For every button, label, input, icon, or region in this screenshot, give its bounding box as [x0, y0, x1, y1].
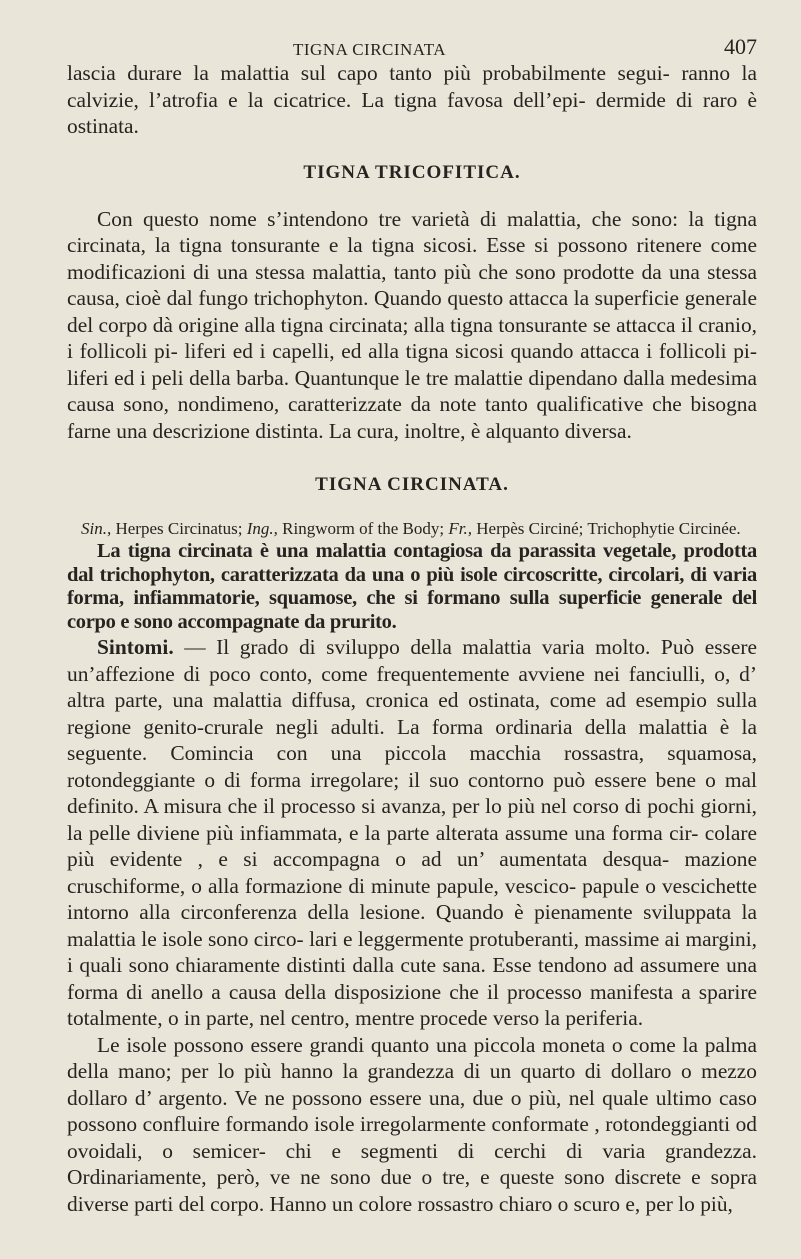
- ing-label: Ing.,: [246, 519, 278, 538]
- ing-text: Ringworm of the Body;: [277, 519, 449, 538]
- synonyms-line: [67, 518, 757, 540]
- fr-text: Herpès Circiné; Trichophytie Circinée.: [472, 519, 741, 538]
- section-heading-circinata: TIGNA CIRCINATA.: [315, 474, 509, 495]
- intro-paragraph: lascia durare la malattia sul capo tanto più probabilmente segui- ranno la calvizie, l’atrofia e la cicatrice. La tigna favosa dell’epi- dermide di raro è ostinata.: [67, 61, 757, 138]
- fr-label: Fr.,: [448, 519, 472, 538]
- symptoms-paragraph: [67, 634, 757, 1032]
- sin-label: Sin.,: [81, 519, 112, 538]
- sin-text: Herpes Circinatus;: [111, 519, 247, 538]
- tricofitica-paragraph: Con questo nome s’intendono tre varietà di malattia, che sono: la tigna circinata, la tigna tonsurante e la tigna sicosi. Esse si possono ritenere come modificazioni di una stessa malattia, tanto più che sono prodotte da una stessa causa, cioè dal fungo trichophyton. Quando questo attacca la superficie generale del corpo dà origine alla tigna circinata; alla tigna tonsurante se attacca il cranio, i follicoli pi- liferi ed i capelli, ed alla tigna sicosi quando attacca i follicoli pi- liferi ed i peli della barba. Quantunque le tre malattie dipendano dalla medesima causa sono, nondimeno, caratterizzate da note tanto qualificative che bisogna farne una descrizione distinta. La cura, inoltre, è alquanto diversa.: [67, 206, 757, 443]
- running-head: [67, 34, 757, 60]
- definition-paragraph: La tigna circinata è una malattia contagiosa da parassita vegetale, prodotta dal trichophyton, caratterizzata da una o più isole circoscritte, circolari, di varia forma, infiammatorie, squamose, che si formano sulla superficie generale del corpo e sono accompagnate da prurito.: [67, 540, 757, 633]
- symptoms-label: Sintomi.: [97, 635, 174, 659]
- section-heading-tricofitica: TIGNA TRICOFITICA.: [303, 161, 521, 183]
- islands-paragraph: Le isole possono essere grandi quanto una piccola moneta o come la palma della mano; per lo più hanno la grandezza di un quarto di dollaro o mezzo dollaro d’ argento. Ve ne possono essere una, due o più, nel quale ultimo caso possono confluire formando isole irregolarmente conformate , rotondeggianti od ovoidali, o semicer- chi e segmenti di cerchi di varia grandezza. Ordinariamente, però, ve ne sono due o tre, e queste sono discrete e sopra diverse parti del corpo. Hanno un colore rossastro chiaro o scuro e, per lo più,: [67, 1032, 757, 1216]
- running-title: TIGNA CIRCINATA: [293, 40, 446, 59]
- page-number: 407: [724, 34, 757, 59]
- symptoms-text: — Il grado di sviluppo della malattia varia molto. Può essere un’affezione di poco conto, come frequentemente avviene nei fanciulli, o, d’ altra parte, una malattia diffusa, cronica ed ostinata, come ad esempio sulla regione genito-crurale negli adulti. La forma ordinaria della malattia è la seguente. Comincia con una piccola macchia rossastra, squamosa, rotondeggiante o di forma irregolare; il suo contorno può essere bene o mal definito. A misura che il processo si avanza, per lo più nel corso di pochi giorni, la pelle diviene più infiammata, e la parte alterata assume una forma cir- colare più evidente , e si accompagna o ad un’ aumentata desqua- mazione cruschiforme, o alla formazione di minute papule, vescico- papule o vescichette intorno alla circonferenza della lesione. Quando è pienamente sviluppata la malattia le isole sono circo- lari e leggermente protuberanti, massime ai margini, i quali sono chiaramente distinti dalla cute sana. Esse tendono ad assumere una forma di anello a causa della disposizione che il processo manifesta a sparire totalmente, o in parte, nel centro, mentre procede verso la periferia.: [67, 635, 757, 1030]
